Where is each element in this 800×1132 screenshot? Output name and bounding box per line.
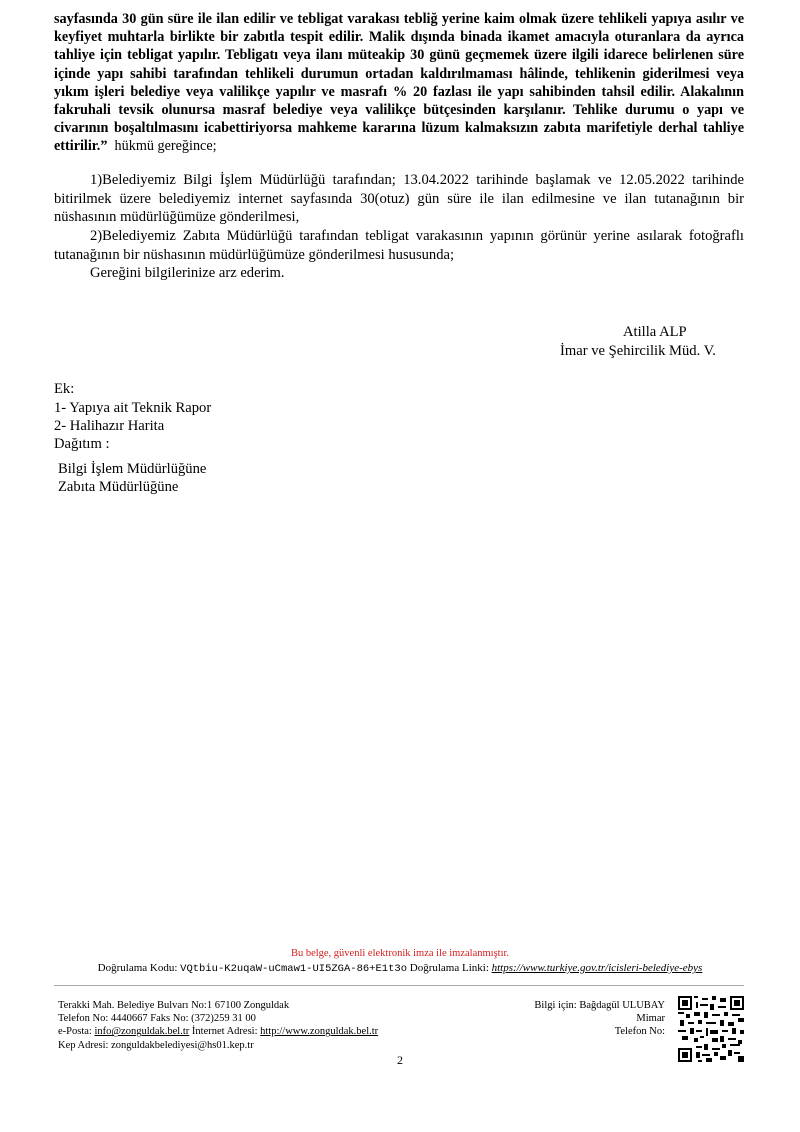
signatory-name: Atilla ALP: [623, 324, 687, 340]
bold-line: üzere ilgili idarece belirlenen süre içinde yapı sahibi tarafından tehlikeli durumun ortadan: [54, 47, 745, 82]
verification-link[interactable]: https://www.turkiye.gov.tr/icisleri-belediye-ebys: [491, 962, 703, 974]
page-number: 2: [397, 1053, 403, 1067]
bold-line: asılır ve keyfiyet muhtarla birlikte bir zabıtla tespit edilir. Malik dışında binada ikamet amacıyla: [54, 11, 744, 46]
attachment-item: 2- Halihazır Harita: [54, 418, 165, 434]
footer-kep: Kep Adresi: zonguldakbelediyesi@hs01.kep.tr: [58, 1039, 254, 1051]
attachments-label: Ek:: [54, 381, 75, 397]
info-contact: Bilgi için: Bağdagül ULUBAY: [534, 1000, 665, 1011]
e-signature-notice: Bu belge, güvenli elektronik imza ile imzalanmıştır.: [290, 948, 510, 959]
bold-line: valilikçe bütçesinden karşılanır. Tehlike durumu o yapı ve civarının boşaltılmasını icabettiriyorsa: [54, 102, 744, 137]
attachment-item: 1- Yapıya ait Teknik Rapor: [54, 400, 212, 416]
bold-line: kaldırılmaması hâlinde, tehlikenin giderilmesi veya yıkım işleri belediye veya valilikçe yapılır ve masrafı: [54, 65, 745, 100]
signatory-title: İmar ve Şehircilik Müd. V.: [560, 343, 716, 359]
footer-divider: [54, 985, 744, 986]
quoted-regulation-paragraph: [54, 10, 744, 156]
bold-line: oturanlara da ayrıca tahliye için tebligat yapılır. Tebligatı veya ilanı müteakip 30 günü geçmemek: [54, 29, 745, 64]
web-link[interactable]: http://www.zonguldak.bel.tr: [260, 1026, 379, 1038]
footer-address: Terakki Mah. Belediye Bulvarı No:1 67100 Zonguldak: [58, 1000, 290, 1011]
info-phone: Telefon No:: [614, 1026, 665, 1038]
instruction-item-1: 1)Belediyemiz Bilgi İşlem Müdürlüğü tarafından; 13.04.2022 tarihinde başlamak ve 12.05.2022 tarihinde bitirilmek üzere belediyemiz internet sayfasında 30(otuz) gün süre ile ilan edilmesine ve ilan tutanağının bir nüshasının müdürlüğümüze gönderilmesi,: [54, 172, 744, 225]
bold-line: sayfasında 30 gün süre ile ilan edilir ve tebligat varakası tebliğ yerine kaim olmak üzere tehlikeli yapıya: [54, 11, 692, 27]
bold-tail: hükmü gereğince;: [107, 138, 217, 155]
verification-code-label: Doğrulama Kodu:: [97, 962, 178, 974]
qr-code-icon: [678, 996, 744, 1062]
footer-email-web: [58, 1025, 378, 1038]
email-link[interactable]: info@zonguldak.bel.tr: [94, 1026, 190, 1038]
distribution-item: Zabıta Müdürlüğüne: [58, 479, 179, 495]
distribution-label: Dağıtım :: [54, 436, 110, 452]
verification-link-label: Doğrulama Linki:: [409, 962, 489, 974]
email-label: e-Posta:: [58, 1026, 92, 1038]
footer-contact: [58, 999, 378, 1052]
info-role: Mimar: [636, 1013, 665, 1025]
instruction-item-2: 2)Belediyemiz Zabıta Müdürlüğü tarafından tebligat varakasının yapının görünür yerine asılarak fotoğraflı tutanağının bir nüshasının müdürlüğümüze gönderilmesi hususunda;: [54, 228, 744, 263]
footer-phone: Telefon No: 4440667 Faks No: (372)259 31 00: [58, 1013, 256, 1025]
web-label: İnternet Adresi:: [191, 1026, 258, 1038]
distribution-item: Bilgi İşlem Müdürlüğüne: [58, 461, 207, 477]
bold-line: % 20 fazlası ile yapı sahibinden tahsil edilir. Alakalının fakruhali tevsik olunursa masraf belediye veya: [54, 83, 744, 119]
closing-line: Gereğini bilgilerinize arz ederim.: [90, 265, 285, 281]
verification-line: [0, 962, 800, 975]
bold-line: mahkeme kararına lüzum kalmaksızın zabıta marifetiyle derhal tahliye ettirilir.”: [54, 120, 745, 155]
footer-info: [505, 999, 665, 1039]
verification-code: VQtbiu-K2uqaW-uCmaw1-UI5ZGA-86+E1t3o: [180, 963, 407, 975]
